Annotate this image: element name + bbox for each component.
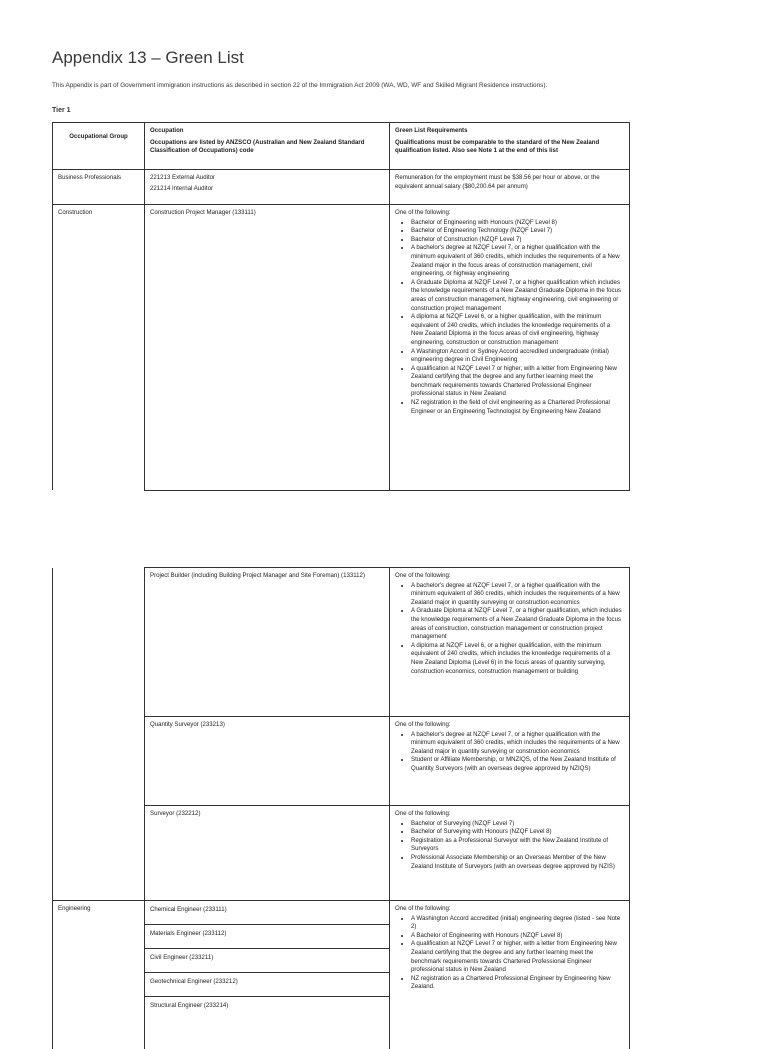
engineering-occupation-list	[145, 901, 389, 1020]
group-cell-continued	[53, 806, 145, 901]
list-item: • Registration as a Professional Surveyor with the New Zealand Institute of Surveyors	[411, 837, 624, 854]
requirements-intro: One of the following:	[395, 209, 624, 218]
requirements-cell	[390, 205, 630, 491]
list-item: • Bachelor of Construction (NZQF Level 7)	[411, 236, 624, 245]
list-item: Materials Engineer (233112)	[145, 925, 389, 949]
list-item: • A Bachelor of Engineering with Honours (NZQF Level 8)	[411, 932, 624, 941]
requirements-list	[395, 219, 624, 417]
requirements-list	[395, 820, 624, 872]
list-item: • NZ registration as a Chartered Professional Engineer by Engineering New Zealand.	[411, 975, 624, 992]
header-group-cell	[53, 123, 145, 170]
list-item: • A bachelor's degree at NZQF Level 7, or a higher qualification with the minimum equivalent of 360 credits, which includes the requirements of a New Zealand major in quantity surveying or construction economics	[411, 582, 624, 608]
table-row-quantity-surveyor	[53, 717, 630, 806]
table-row-project-builder	[53, 568, 630, 717]
occupation-cell: Surveyor (232212)	[145, 806, 390, 901]
requirements-intro: One of the following:	[395, 905, 624, 914]
intro-text: This Appendix is part of Government immigration instructions as described in section 22 of the Immigration Act 2009 (WA, WD, WF and Skilled Migrant Residence instructions).	[52, 82, 547, 89]
list-item: • A Graduate Diploma at NZQF Level 7, or a higher qualification which includes the knowledge requirements of a New Zealand Graduate Diploma in the focus areas of construction management, highway engineering, civil engineering or construction project management	[411, 279, 624, 313]
occupation-external-auditor: 221213 External Auditor	[150, 174, 384, 183]
requirements-list	[395, 731, 624, 774]
occupation-cell	[145, 901, 390, 1049]
header-group-label: Occupational Group	[58, 127, 139, 142]
requirements-intro: One of the following:	[395, 810, 624, 819]
requirements-cell	[390, 806, 630, 901]
list-item: • A qualification at NZQF Level 7 or higher, with a letter from Engineering New Zealand certifying that the degree and any further learning meet the benchmark requirements towards Chartered Professional Engineer professional status in New Zealand	[411, 365, 624, 399]
group-cell-continued	[53, 568, 145, 717]
list-item: • A bachelor's degree at NZQF Level 7, or a higher qualification with the minimum equivalent of 360 credits, which includes the requirements of a New Zealand major in the focus areas of construction management, civil engineering, or highway engineering	[411, 244, 624, 278]
list-item: • A diploma at NZQF Level 6, or a higher qualification, with the minimum equivalent of 240 credits, which includes the knowledge requirements of a New Zealand Diploma (Level 6) in the focus areas of quantity surveying, construction economics, construction management or building	[411, 642, 624, 676]
list-item: • Professional Associate Membership or an Overseas Member of the New Zealand Institute of Surveyors (with an overseas degree approved by NZIS)	[411, 854, 624, 871]
header-occupation-sub: Occupations are listed by ANZSCO (Australian and New Zealand Standard Classification of Occupations) code	[150, 139, 384, 156]
list-item: Structural Engineer (233214)	[145, 997, 389, 1021]
list-item: Civil Engineer (233211)	[145, 949, 389, 973]
group-cell: Engineering	[53, 901, 145, 1049]
requirements-cell	[390, 901, 630, 1049]
group-cell: Business Professionals	[53, 170, 145, 205]
table-row-business	[53, 170, 630, 205]
green-list-table-part-2	[52, 567, 630, 1049]
list-item: • A qualification at NZQF Level 7 or higher, with a letter from Engineering New Zealand certifying that the degree and any further learning meet the benchmark requirements towards Chartered Professional Engineer professional status in New Zealand	[411, 940, 624, 974]
occupation-cell: Construction Project Manager (133111)	[145, 205, 390, 491]
occupation-internal-auditor: 221214 Internal Auditor	[150, 185, 384, 194]
list-item: • A Washington Accord or Sydney Accord accredited undergraduate (initial) engineering degree in Civil Engineering	[411, 348, 624, 365]
requirements-cell	[390, 568, 630, 717]
list-item: Chemical Engineer (233111)	[145, 901, 389, 925]
green-list-table-part-1	[52, 122, 630, 491]
list-item: • NZ registration in the field of civil engineering as a Chartered Professional Engineer or an Engineering Technologist by Engineering New Zealand	[411, 399, 624, 416]
table-row-surveyor	[53, 806, 630, 901]
list-item: • A bachelor's degree at NZQF Level 7, or a higher qualification with the minimum equivalent of 360 credits, which includes the requirements of a New Zealand major in quantity surveying or construction economics	[411, 731, 624, 757]
list-item: • Bachelor of Engineering Technology (NZQF Level 7)	[411, 227, 624, 236]
occupation-cell	[145, 170, 390, 205]
group-cell-continued	[53, 717, 145, 806]
table-row-engineering	[53, 901, 630, 1049]
occupation-cell: Quantity Surveyor (233213)	[145, 717, 390, 806]
requirements-cell	[390, 717, 630, 806]
list-item: • A Washington Accord accredited (initial) engineering degree (listed - see Note 2)	[411, 915, 624, 932]
list-item: • Bachelor of Surveying with Honours (NZQF Level 8)	[411, 828, 624, 837]
table-row-construction	[53, 205, 630, 491]
requirements-intro: One of the following:	[395, 721, 624, 730]
list-item: • A diploma at NZQF Level 6, or a higher qualification, with the minimum equivalent of 240 credits, which includes the knowledge requirements of a New Zealand Diploma in the focus areas of civil engineering, highway engineering, construction or construction management	[411, 313, 624, 347]
list-item: • A Graduate Diploma at NZQF Level 7, or a higher qualification, which includes the knowledge requirements of a New Zealand Graduate Diploma in the focus areas of construction, construction management or construction project management	[411, 607, 624, 641]
group-cell: Construction	[53, 205, 145, 491]
header-requirements-sub: Qualifications must be comparable to the standard of the New Zealand qualification listed. Also see Note 1 at the end of this list	[395, 139, 624, 156]
requirements-intro: One of the following:	[395, 572, 624, 581]
list-item: • Bachelor of Engineering with Honours (NZQF Level 8)	[411, 219, 624, 228]
list-item: • Bachelor of Surveying (NZQF Level 7)	[411, 820, 624, 829]
page-title: Appendix 13 – Green List	[52, 48, 244, 68]
list-item: Geotechnical Engineer (233212)	[145, 973, 389, 997]
tier-heading: Tier 1	[52, 107, 71, 114]
table-header-row	[53, 123, 630, 170]
header-occupation-title: Occupation	[150, 127, 384, 136]
requirements-cell: Remuneration for the employment must be $38.56 per hour or above, or the equivalent annual salary ($80,200.64 per annum)	[390, 170, 630, 205]
header-requirements-title: Green List Requirements	[395, 127, 624, 136]
requirements-list	[395, 915, 624, 992]
header-requirements-cell	[390, 123, 630, 170]
header-occupation-cell	[145, 123, 390, 170]
list-item: • Student or Affiliate Membership, or MNZIQS, of the New Zealand Institute of Quantity Surveyors (with an overseas degree approved by NZIQS)	[411, 756, 624, 773]
requirements-list	[395, 582, 624, 677]
occupation-cell: Project Builder (including Building Project Manager and Site Foreman) (133112)	[145, 568, 390, 717]
